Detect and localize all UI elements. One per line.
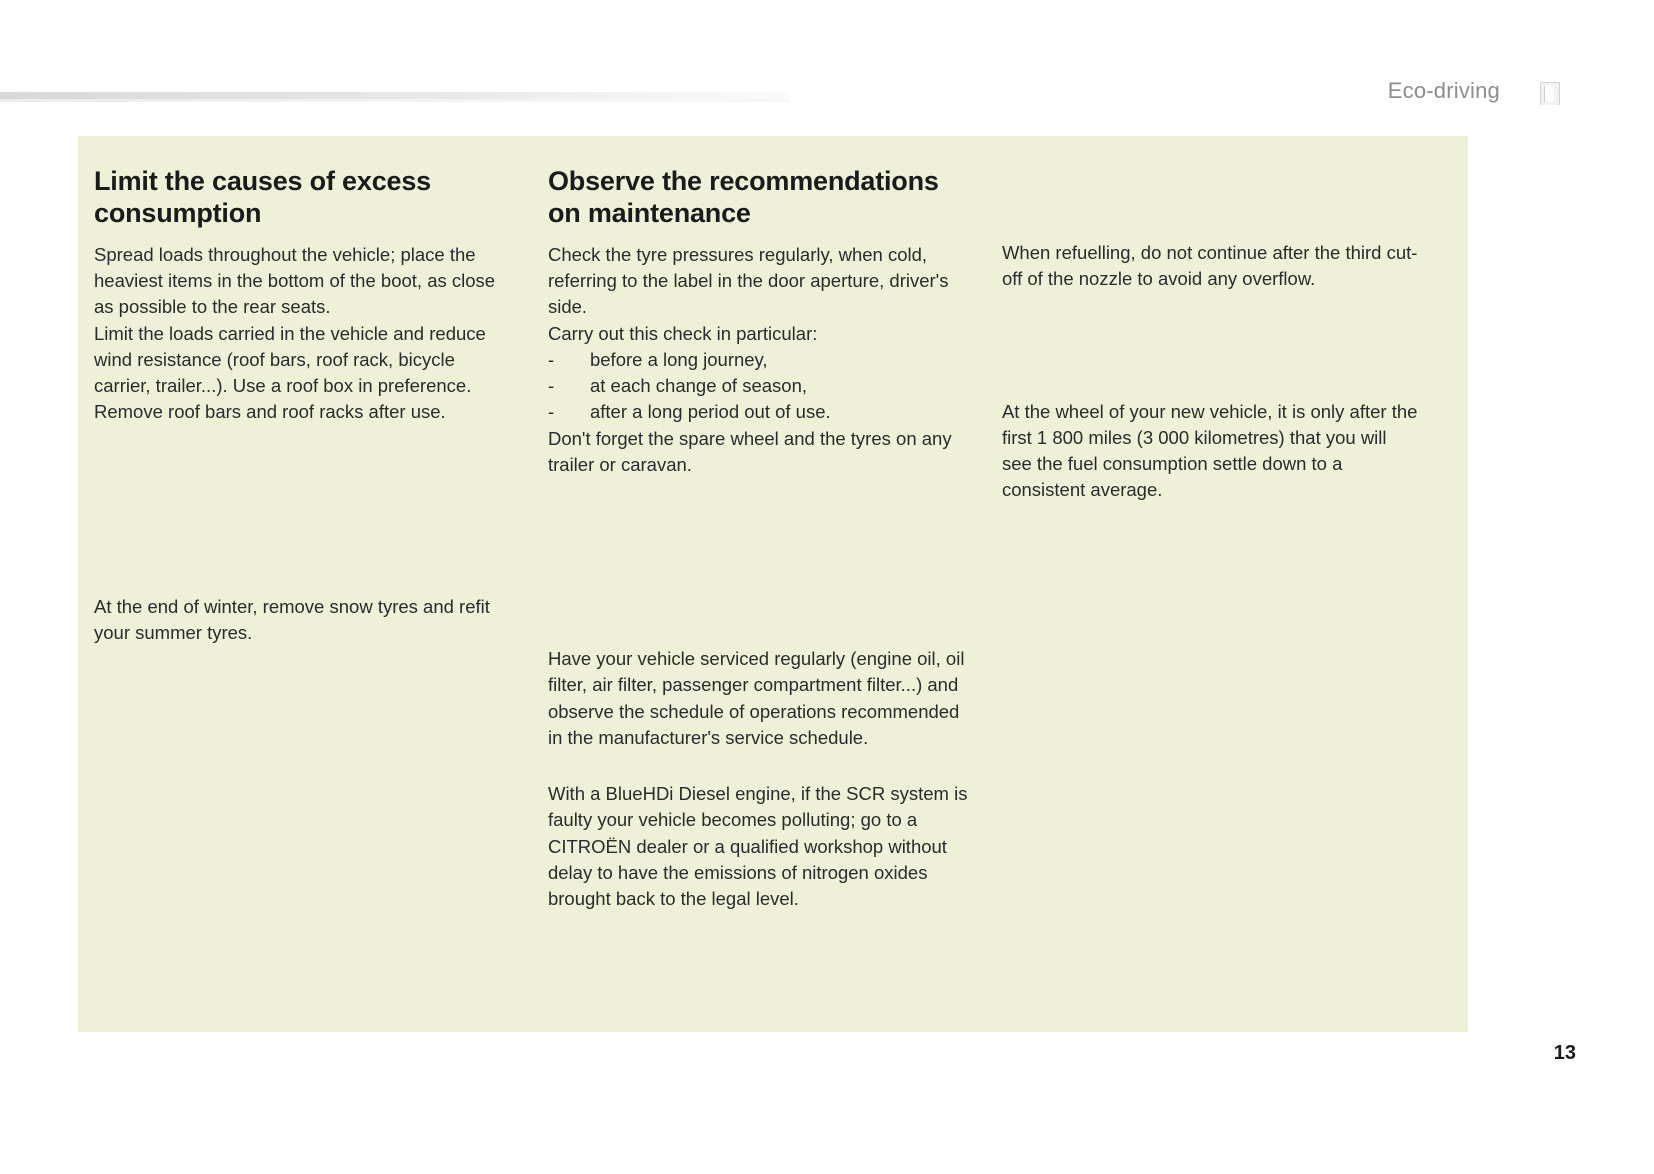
list-item-label: at each change of season, (589, 375, 808, 397)
check-list (548, 347, 968, 426)
list-item-label: after a long period out of use. (589, 401, 831, 423)
page-header (0, 0, 1654, 120)
header-rule (0, 92, 790, 99)
paragraph-bluehdi-scr: With a BlueHDi Diesel engine, if the SCR system is faulty your vehicle becomes polluting; go to a CITROËN dealer or a qualified workshop without delay to have the emissions of nitrogen oxides brought back to the legal level. (547, 783, 968, 910)
list-item (548, 373, 968, 399)
paragraph-spread-loads: Spread loads throughout the vehicle; place the heaviest items in the bottom of the boot, as close as possible to the rear seats. (94, 243, 496, 318)
paragraph-limit-loads: Limit the loads carried in the vehicle and reduce wind resistance (roof bars, roof rack, bicycle carrier, trailer...). Use a roof box in preference. Remove roof bars and roof racks after use. (94, 322, 486, 423)
page-number: 13 (1553, 1042, 1576, 1064)
chapter-title: Eco-driving (1387, 78, 1500, 103)
column-right (1002, 166, 1454, 913)
paragraph-run-in: At the wheel of your new vehicle, it is only after the first 1 800 miles (3 000 kilometres) that you will see the fuel consumption settle down to a consistent average. (1001, 400, 1418, 501)
paragraph-check-intro: Carry out this check in particular: (547, 322, 818, 344)
list-item-label: before a long journey, (589, 348, 768, 370)
chapter-tab-icon (1536, 82, 1562, 108)
content-columns (94, 166, 1454, 913)
column-middle (548, 166, 1002, 913)
header-rule-secondary (0, 99, 790, 102)
paragraph-tyre-pressures: Check the tyre pressures regularly, when cold, referring to the label in the door aperture, driver's side. (547, 243, 949, 318)
column-left (94, 166, 548, 913)
list-dash: - (547, 348, 555, 370)
section-title-excess-consumption: Limit the causes of excess consumption (94, 166, 431, 228)
list-dash: - (547, 375, 555, 397)
section-title-maintenance: Observe the recommendations on maintenance (547, 166, 939, 228)
paragraph-service-schedule: Have your vehicle serviced regularly (engine oil, oil filter, air filter, passenger compartment filter...) and observe the schedule of operations recommended in the manufacturer's service schedule. (547, 648, 965, 748)
chapter-tab-inner-shape (1544, 86, 1554, 102)
list-dash: - (547, 401, 555, 423)
paragraph-refuelling: When refuelling, do not continue after the third cut-off of the nozzle to avoid any overflow. (1001, 242, 1418, 290)
list-item (548, 399, 968, 425)
list-item (548, 347, 968, 373)
content-panel (78, 136, 1468, 1032)
paragraph-spare-wheel: Don't forget the spare wheel and the tyres on any trailer or caravan. (547, 427, 952, 475)
paragraph-snow-tyres: At the end of winter, remove snow tyres and refit your summer tyres. (94, 595, 490, 643)
